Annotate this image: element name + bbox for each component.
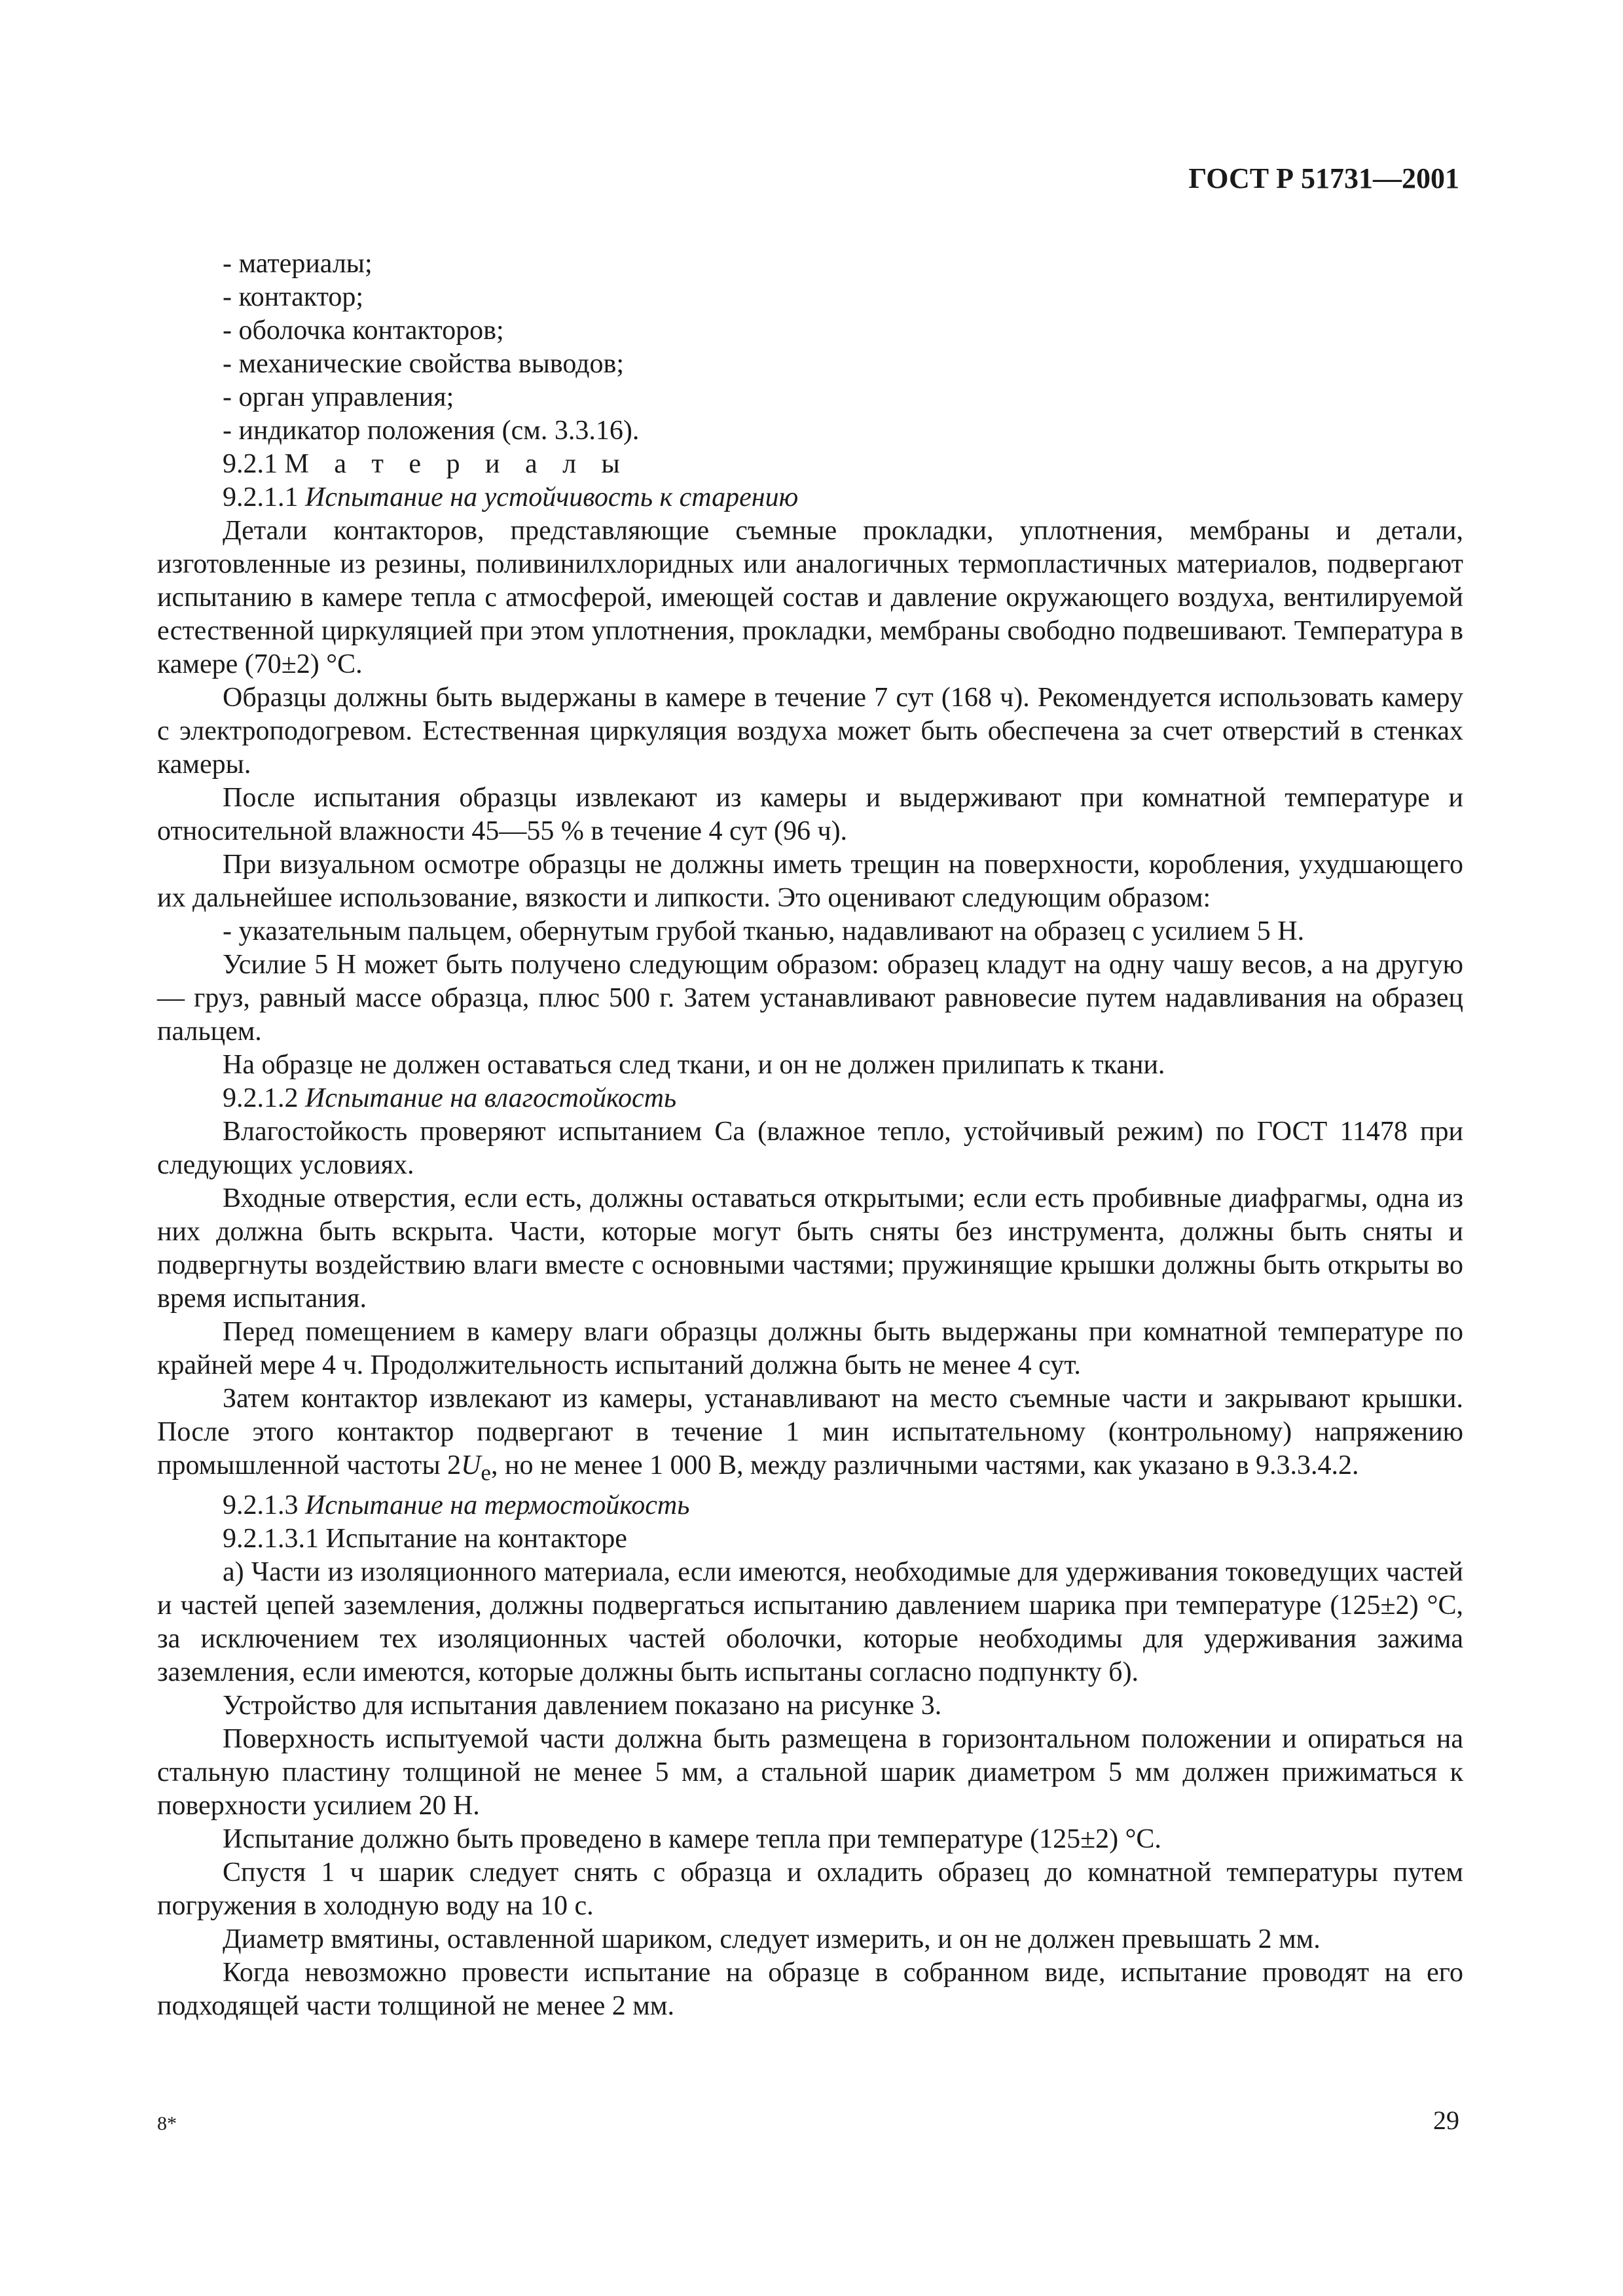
paragraph: При визуальном осмотре образцы не должны иметь трещин на поверхности, коробления, ухудшающего их дальнейшее использование, вязкости и липкости. Это оценивают следующим образом: [157, 850, 1463, 913]
paragraph: Входные отверстия, если есть, должны оставаться открытыми; если есть пробивные диафрагмы, одна из них должна быть вскрыта. Части, которые могут быть сняты без инструмента, должны быть сняты и подвергнуты воздействию влаги вместе с основными частями; пружинящие крышки должны быть открыты во время испытания. [157, 1183, 1463, 1314]
paragraph: а) Части из изоляционного материала, если имеются, необходимые для удерживания токоведущих частей и частей цепей заземления, должны подвергаться испытанию давлением шарика при температуре (125±2) °С, за исключением тех изоляционных частей оболочки, которые необходимы для удерживания зажима заземления, если имеются, которые должны быть испытаны согласно подпункту б). [157, 1557, 1463, 1688]
paragraph: После испытания образцы извлекают из камеры и выдерживают при комнатной температуре и относительной влажности 45—55 % в течение 4 сут (96 ч). [157, 783, 1463, 846]
paragraph: Перед помещением в камеру влаги образцы должны быть выдержаны при комнатной температуре по крайней мере 4 ч. Продолжительность испытаний должна быть не менее 4 сут. [157, 1317, 1463, 1380]
section-title: Испытание на устойчивость к старению [305, 482, 799, 512]
section-heading-9-2-1 [157, 448, 1463, 481]
list-item: - орган управления; [223, 382, 454, 412]
paragraph: На образце не должен оставаться след ткани, и он не должен прилипать к ткани. [223, 1050, 1165, 1080]
list-item: - контактор; [223, 282, 364, 312]
section-number: 9.2.1.3 [223, 1490, 299, 1521]
paragraph: Влагостойкость проверяют испытанием Са (влажное тепло, устойчивый режим) по ГОСТ 11478 при следующих условиях. [157, 1117, 1463, 1180]
paragraph: Поверхность испытуемой части должна быть размещена в горизонтальном положении и опираться на стальную пластину толщиной не менее 5 мм, а стальной шарик диаметром 5 мм должен прижиматься к поверхности усилием 20 Н. [157, 1724, 1463, 1821]
document-id: ГОСТ Р 51731—2001 [1188, 162, 1459, 194]
list-item: - материалы; [223, 249, 373, 279]
section-heading-9-2-1-3-1: 9.2.1.3.1 Испытание на контакторе [223, 1524, 627, 1554]
list-item: - оболочка контакторов; [223, 315, 504, 346]
section-heading-9-2-1-3 [157, 1489, 1463, 1522]
paragraph: Испытание должно быть проведено в камере тепла при температуре (125±2) °С. [223, 1824, 1161, 1855]
section-title: М а т е р и а л ы [284, 449, 629, 479]
section-number: 9.2.1.1 [223, 482, 299, 512]
list-item: - механические свойства выводов; [223, 349, 624, 379]
paragraph: Устройство для испытания давлением показано на рисунке 3. [223, 1691, 942, 1721]
paragraph: Диаметр вмятины, оставленной шариком, следует измерить, и он не должен превышать 2 мм. [223, 1924, 1321, 1955]
text-before: Затем контактор извлекают из камеры, устанавливают на место съемные части и закрывают крышки. После этого контактор подвергают в течение 1 мин испытательному (контрольному) напряжению промышленной частоты 2 [157, 1384, 1463, 1480]
paragraph: Образцы должны быть выдержаны в камере в течение 7 сут (168 ч). Рекомендуется использовать камеру с электроподогревом. Естественная циркуляция воздуха может быть обеспечена за счет отверстий в стенках камеры. [157, 683, 1463, 780]
sheet-mark: 8* [157, 2113, 177, 2134]
voltage-symbol: U [461, 1450, 481, 1480]
section-number: 9.2.1.2 [223, 1083, 299, 1113]
document-body [157, 247, 1463, 2023]
text-after: , но не менее 1 000 В, между различными частями, как указано в 9.3.3.4.2. [490, 1450, 1359, 1480]
section-number: 9.2.1 [223, 449, 278, 479]
voltage-subscript: e [481, 1460, 491, 1486]
section-heading-9-2-1-1 [157, 481, 1463, 514]
list-item: - индикатор положения (см. 3.3.16). [223, 416, 640, 446]
paragraph: Усилие 5 Н может быть получено следующим образом: образец кладут на одну чашу весов, а на другую — груз, равный массе образца, плюс 500 г. Затем устанавливают равновесие путем надавливания на образец пальцем. [157, 950, 1463, 1047]
section-heading-9-2-1-2 [157, 1082, 1463, 1115]
paragraph-test-voltage [157, 1382, 1463, 1489]
section-title: Испытание на влагостойкость [305, 1083, 677, 1113]
section-title: Испытание на термостойкость [305, 1490, 690, 1521]
paragraph: Спустя 1 ч шарик следует снять с образца и охладить образец до комнатной температуры путем погружения в холодную воду на 10 с. [157, 1857, 1463, 1922]
page-number: 29 [1433, 2106, 1459, 2135]
paragraph: Когда невозможно провести испытание на образце в собранном виде, испытание проводят на его подходящей части толщиной не менее 2 мм. [157, 1958, 1463, 2022]
paragraph: Детали контакторов, представляющие съемные прокладки, уплотнения, мембраны и детали, изготовленные из резины, поливинилхлоридных или аналогичных термопластичных материалов, подвергают испытанию в камере тепла с атмосферой, имеющей состав и давление окружающего воздуха, вентилируемой естественной циркуляцией при этом уплотнения, прокладки, мембраны свободно подвешивают. Температура в камере (70±2) °С. [157, 516, 1463, 679]
paragraph: - указательным пальцем, обернутым грубой тканью, надавливают на образец с усилием 5 Н. [223, 916, 1305, 946]
